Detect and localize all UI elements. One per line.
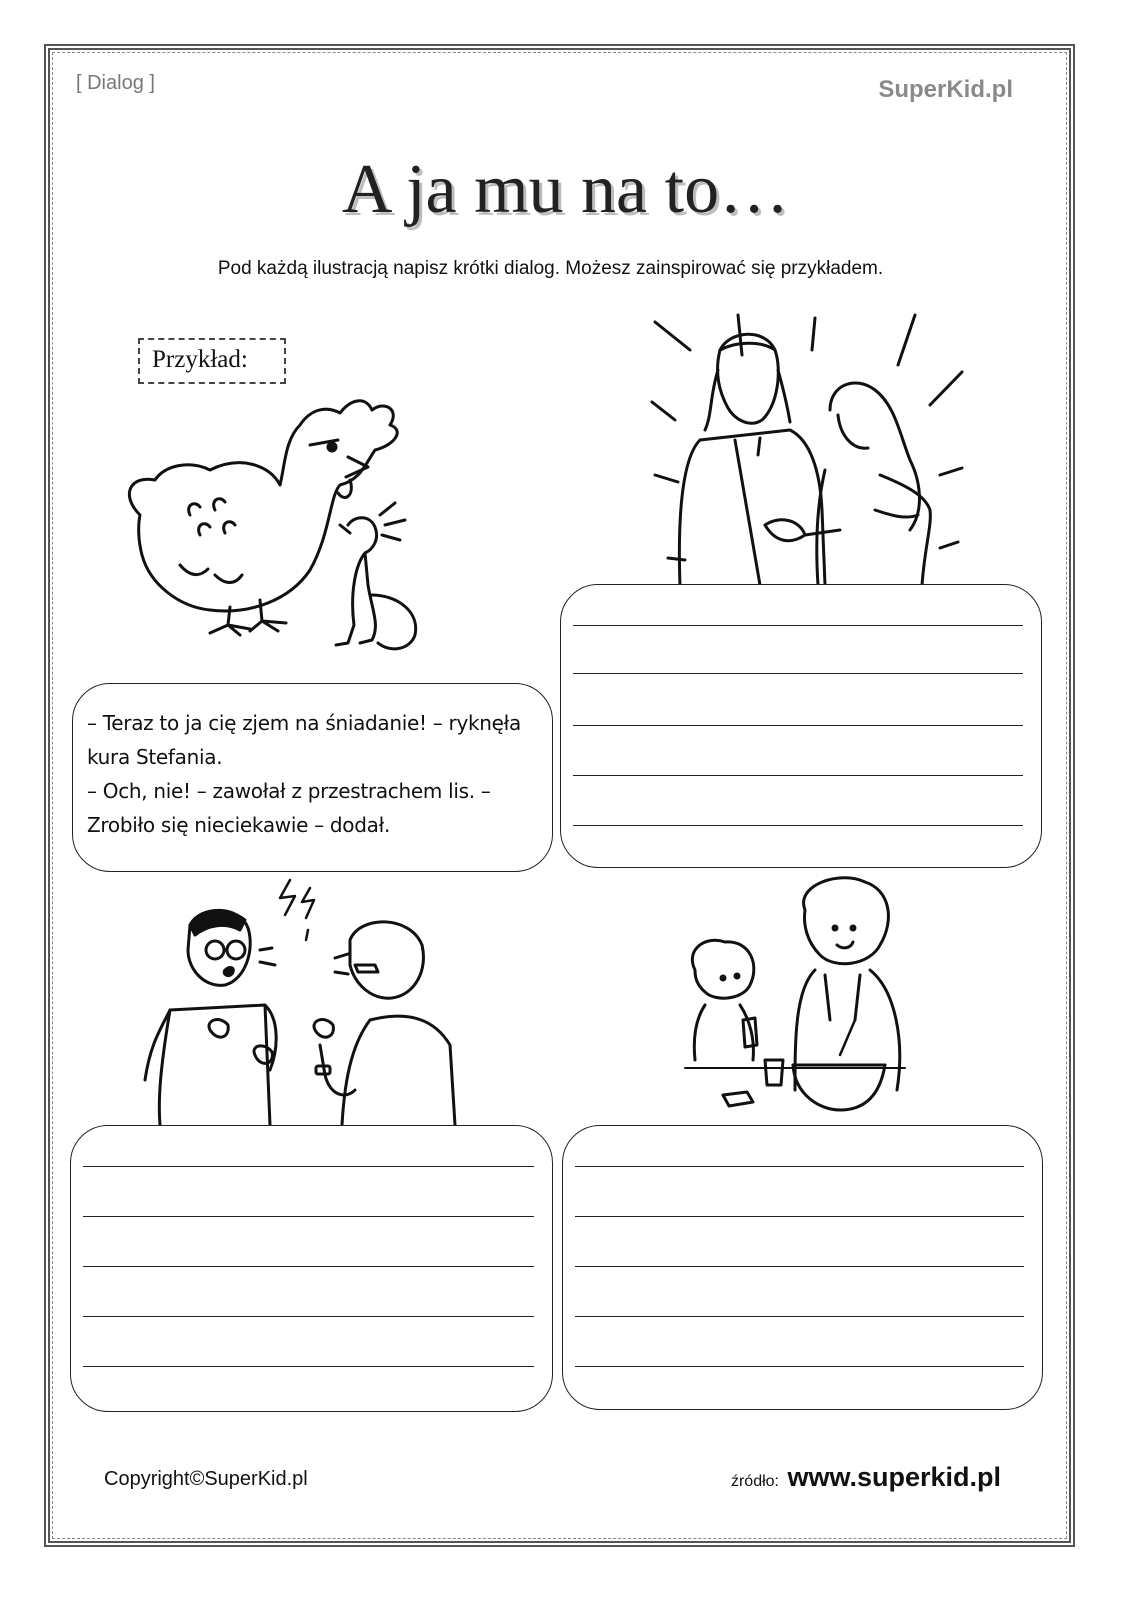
writing-bubble-2[interactable] [70, 1125, 553, 1412]
example-line: – Teraz to ja cię zjem na śniadanie! – ryknęła [87, 711, 522, 735]
writing-line [83, 1316, 534, 1317]
baking-illustration [665, 870, 925, 1120]
writing-line [83, 1216, 534, 1217]
worksheet-type-tag: [ Dialog ] [76, 72, 155, 94]
writing-line [575, 1216, 1024, 1217]
writing-line [83, 1266, 534, 1267]
writing-line [573, 775, 1023, 776]
instruction-text: Pod każdą ilustracją napisz krótki dialog. Możesz zainspirować się przykładem. [217, 258, 884, 279]
example-label: Przykład: [138, 338, 286, 384]
example-line: Zrobiło się nieciekawie – dodał. [87, 813, 391, 837]
source-credit [731, 1462, 1001, 1493]
copyright-notice: Copyright©SuperKid.pl [104, 1468, 308, 1490]
writing-line [573, 825, 1023, 826]
example-dialog-text [87, 706, 542, 842]
example-dialog-bubble [72, 683, 553, 872]
writing-line [83, 1366, 534, 1367]
writing-line [83, 1166, 534, 1167]
couple-illustration [640, 310, 980, 585]
writing-line [573, 725, 1023, 726]
hen-and-fox-illustration [110, 385, 440, 665]
example-line: kura Stefania. [87, 745, 223, 769]
brand-name: SuperKid.pl [878, 76, 1013, 103]
writing-line [575, 1266, 1024, 1267]
arguing-boys-illustration [130, 870, 470, 1125]
writing-line [575, 1316, 1024, 1317]
source-url-link[interactable]: www.superkid.pl [787, 1462, 1001, 1492]
page-title: A ja mu na to… [341, 151, 790, 228]
writing-line [575, 1366, 1024, 1367]
writing-line [573, 673, 1023, 674]
writing-bubble-1[interactable] [560, 584, 1042, 868]
writing-bubble-3[interactable] [562, 1125, 1043, 1410]
writing-line [573, 625, 1023, 626]
source-label: źródło: [730, 1473, 779, 1490]
writing-line [575, 1166, 1024, 1167]
example-line: – Och, nie! – zawołał z przestrachem lis. – [87, 779, 491, 803]
